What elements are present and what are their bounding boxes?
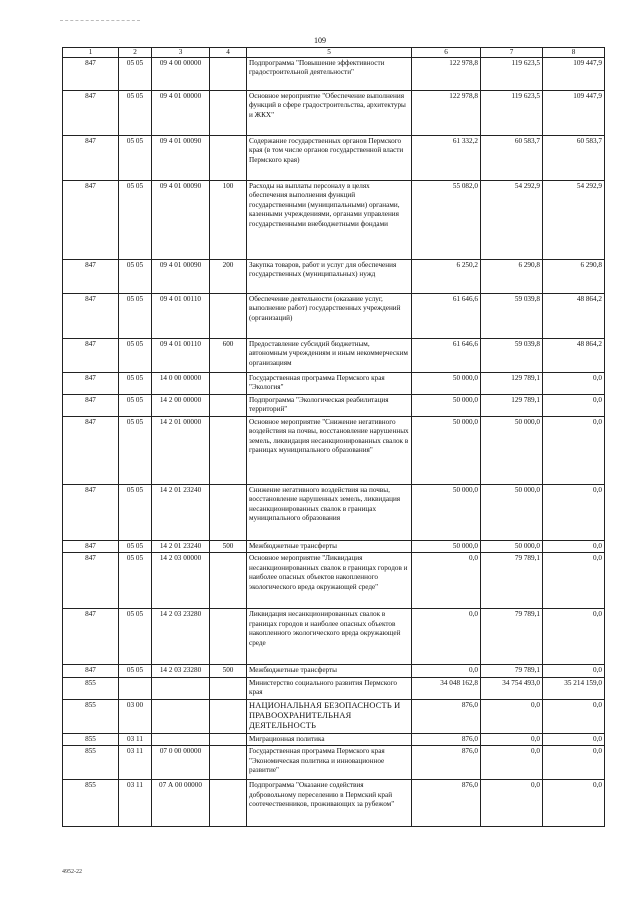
cell-expense-type: [210, 677, 247, 699]
cell-section-code: [119, 677, 152, 699]
cell-section-code: 05 05: [119, 260, 152, 294]
cell-amount-col8: 109 447,9: [543, 91, 605, 136]
table-row: [63, 373, 605, 395]
cell-amount-col7: 59 039,8: [481, 294, 543, 339]
table-row: [63, 58, 605, 91]
cell-target-code: 09 4 01 00090: [152, 136, 210, 181]
cell-target-code: 14 2 03 00000: [152, 553, 210, 609]
cell-item-name: Подпрограмма "Повышение эффективности градостроительной деятельности": [247, 58, 412, 91]
cell-amount-col6: 6 250,2: [412, 260, 481, 294]
cell-amount-col8: 0,0: [543, 746, 605, 780]
cell-expense-type: [210, 373, 247, 395]
cell-item-name: Содержание государственных органов Пермского края (в том числе органов государственной власти Пермского края): [247, 136, 412, 181]
cell-admin-code: 847: [63, 373, 119, 395]
cell-admin-code: 847: [63, 665, 119, 677]
table-row: [63, 181, 605, 260]
column-header: 6: [412, 48, 481, 58]
cell-amount-col6: 876,0: [412, 699, 481, 733]
cell-amount-col6: 50 000,0: [412, 541, 481, 553]
table-row: [63, 553, 605, 609]
cell-amount-col7: 60 583,7: [481, 136, 543, 181]
cell-admin-code: 847: [63, 553, 119, 609]
cell-expense-type: [210, 395, 247, 417]
cell-amount-col7: 79 789,1: [481, 609, 543, 665]
cell-section-code: 05 05: [119, 373, 152, 395]
table-row: [63, 746, 605, 780]
cell-amount-col7: 34 754 493,0: [481, 677, 543, 699]
cell-item-name: Миграционная политика: [247, 733, 412, 745]
cell-amount-col6: 61 332,2: [412, 136, 481, 181]
cell-amount-col8: 0,0: [543, 485, 605, 541]
cell-expense-type: [210, 746, 247, 780]
cell-section-code: 03 11: [119, 780, 152, 827]
cell-amount-col6: 0,0: [412, 553, 481, 609]
cell-amount-col7: 79 789,1: [481, 553, 543, 609]
cell-item-name: Расходы на выплаты персоналу в целях обеспечения выполнения функций государственными (муниципальными) органами, казенными учреждениями, органами управления государственными внебюджетными фондами: [247, 181, 412, 260]
cell-admin-code: 855: [63, 746, 119, 780]
table-row: [63, 733, 605, 745]
table-row: [63, 677, 605, 699]
cell-expense-type: [210, 485, 247, 541]
scan-artifact: [60, 20, 140, 22]
cell-amount-col8: 48 864,2: [543, 339, 605, 373]
cell-section-code: 05 05: [119, 136, 152, 181]
cell-target-code: 14 2 01 00000: [152, 417, 210, 485]
budget-table: [62, 47, 605, 827]
cell-item-name: Подпрограмма "Оказание содействия добровольному переселению в Пермский край соотечественников, проживающих за рубежом": [247, 780, 412, 827]
cell-amount-col6: 876,0: [412, 780, 481, 827]
cell-admin-code: 847: [63, 294, 119, 339]
cell-item-name: Предоставление субсидий бюджетным, автономным учреждениям и иным некоммерческим организациям: [247, 339, 412, 373]
cell-admin-code: 847: [63, 260, 119, 294]
cell-amount-col7: 0,0: [481, 780, 543, 827]
cell-amount-col7: 0,0: [481, 746, 543, 780]
table-row: [63, 417, 605, 485]
cell-amount-col7: 129 789,1: [481, 373, 543, 395]
cell-target-code: 14 0 00 00000: [152, 373, 210, 395]
cell-expense-type: [210, 699, 247, 733]
cell-amount-col8: 54 292,9: [543, 181, 605, 260]
cell-section-code: 05 05: [119, 417, 152, 485]
cell-target-code: 09 4 01 00110: [152, 294, 210, 339]
cell-target-code: 09 4 00 00000: [152, 58, 210, 91]
table-row: [63, 485, 605, 541]
cell-amount-col6: 34 048 162,8: [412, 677, 481, 699]
cell-amount-col6: 122 978,8: [412, 91, 481, 136]
footer-code: 4952-22: [62, 869, 82, 875]
cell-expense-type: [210, 417, 247, 485]
cell-admin-code: 847: [63, 485, 119, 541]
table-row: [63, 136, 605, 181]
cell-item-name: Обеспечение деятельности (оказание услуг, выполнение работ) государственных учреждений (организаций): [247, 294, 412, 339]
column-header: 8: [543, 48, 605, 58]
cell-section-code: 05 05: [119, 294, 152, 339]
cell-target-code: 07 0 00 00000: [152, 746, 210, 780]
cell-section-code: 05 05: [119, 181, 152, 260]
cell-expense-type: [210, 733, 247, 745]
cell-section-code: 05 05: [119, 58, 152, 91]
cell-target-code: 14 2 01 23240: [152, 485, 210, 541]
table-row: [63, 541, 605, 553]
cell-amount-col7: 50 000,0: [481, 417, 543, 485]
cell-amount-col8: 0,0: [543, 665, 605, 677]
cell-item-name: Межбюджетные трансферты: [247, 541, 412, 553]
cell-expense-type: 200: [210, 260, 247, 294]
cell-amount-col7: 119 623,5: [481, 58, 543, 91]
cell-item-name: Закупка товаров, работ и услуг для обеспечения государственных (муниципальных) нужд: [247, 260, 412, 294]
cell-item-name: Министерство социального развития Пермского края: [247, 677, 412, 699]
cell-item-name: Межбюджетные трансферты: [247, 665, 412, 677]
cell-amount-col8: 109 447,9: [543, 58, 605, 91]
cell-amount-col6: 50 000,0: [412, 395, 481, 417]
cell-amount-col7: 6 290,8: [481, 260, 543, 294]
cell-admin-code: 847: [63, 58, 119, 91]
cell-section-code: 03 00: [119, 699, 152, 733]
cell-amount-col7: 50 000,0: [481, 485, 543, 541]
cell-amount-col8: 0,0: [543, 699, 605, 733]
cell-admin-code: 847: [63, 609, 119, 665]
cell-admin-code: 855: [63, 699, 119, 733]
cell-amount-col7: 0,0: [481, 699, 543, 733]
cell-amount-col6: 61 646,6: [412, 339, 481, 373]
table-row: [63, 260, 605, 294]
cell-target-code: 14 2 00 00000: [152, 395, 210, 417]
cell-item-name: Основное мероприятие "Ликвидация несанкционированных свалок в границах городов и наиболее опасных объектов накопленного экологического вреда окружающей среде": [247, 553, 412, 609]
cell-item-name: Снижение негативного воздействия на почвы, восстановление нарушенных земель, ликвидация несанкционированных свалок в границах муниципального образования: [247, 485, 412, 541]
column-header: 2: [119, 48, 152, 58]
cell-section-code: 05 05: [119, 91, 152, 136]
cell-amount-col8: 35 214 159,0: [543, 677, 605, 699]
page-number: 109: [314, 36, 326, 45]
cell-target-code: 09 4 01 00090: [152, 181, 210, 260]
cell-amount-col6: 0,0: [412, 665, 481, 677]
cell-admin-code: 847: [63, 395, 119, 417]
cell-item-name: Государственная программа Пермского края "Экология": [247, 373, 412, 395]
cell-section-code: 05 05: [119, 395, 152, 417]
cell-amount-col8: 0,0: [543, 553, 605, 609]
cell-item-name: НАЦИОНАЛЬНАЯ БЕЗОПАСНОСТЬ И ПРАВООХРАНИТЕЛЬНАЯ ДЕЯТЕЛЬНОСТЬ: [247, 699, 412, 733]
cell-target-code: [152, 677, 210, 699]
cell-expense-type: 100: [210, 181, 247, 260]
cell-section-code: 03 11: [119, 746, 152, 780]
cell-amount-col6: 122 978,8: [412, 58, 481, 91]
cell-target-code: 09 4 01 00110: [152, 339, 210, 373]
cell-target-code: 09 4 01 00090: [152, 260, 210, 294]
column-header: 5: [247, 48, 412, 58]
cell-expense-type: [210, 553, 247, 609]
cell-section-code: 05 05: [119, 485, 152, 541]
cell-expense-type: [210, 91, 247, 136]
cell-amount-col8: 0,0: [543, 733, 605, 745]
cell-amount-col6: 61 646,6: [412, 294, 481, 339]
cell-admin-code: 847: [63, 417, 119, 485]
column-header: 1: [63, 48, 119, 58]
column-header: 7: [481, 48, 543, 58]
cell-amount-col8: 0,0: [543, 609, 605, 665]
cell-amount-col6: 50 000,0: [412, 485, 481, 541]
cell-amount-col7: 50 000,0: [481, 541, 543, 553]
cell-amount-col8: 0,0: [543, 395, 605, 417]
table-row: [63, 294, 605, 339]
cell-amount-col6: 55 082,0: [412, 181, 481, 260]
cell-admin-code: 855: [63, 677, 119, 699]
cell-amount-col7: 79 789,1: [481, 665, 543, 677]
cell-item-name: Основное мероприятие "Снижение негативного воздействия на почвы, восстановление нарушенных земель, ликвидация несанкционированных свалок в границах муниципального образования": [247, 417, 412, 485]
column-header: 4: [210, 48, 247, 58]
cell-amount-col8: 0,0: [543, 541, 605, 553]
cell-amount-col6: 50 000,0: [412, 373, 481, 395]
cell-target-code: 07 А 00 00000: [152, 780, 210, 827]
table-row: [63, 665, 605, 677]
cell-admin-code: 847: [63, 91, 119, 136]
cell-target-code: [152, 733, 210, 745]
cell-expense-type: 500: [210, 541, 247, 553]
cell-target-code: 14 2 03 23280: [152, 609, 210, 665]
cell-amount-col6: 876,0: [412, 733, 481, 745]
cell-amount-col8: 60 583,7: [543, 136, 605, 181]
cell-amount-col8: 0,0: [543, 417, 605, 485]
table-row: [63, 395, 605, 417]
cell-target-code: [152, 699, 210, 733]
cell-amount-col8: 6 290,8: [543, 260, 605, 294]
cell-amount-col6: 876,0: [412, 746, 481, 780]
cell-admin-code: 847: [63, 541, 119, 553]
cell-expense-type: [210, 780, 247, 827]
cell-amount-col7: 54 292,9: [481, 181, 543, 260]
table-row: [63, 339, 605, 373]
cell-expense-type: [210, 58, 247, 91]
table-body: [63, 58, 605, 827]
cell-expense-type: 600: [210, 339, 247, 373]
cell-amount-col6: 50 000,0: [412, 417, 481, 485]
column-header: 3: [152, 48, 210, 58]
cell-item-name: Подпрограмма "Экологическая реабилитация территорий": [247, 395, 412, 417]
cell-expense-type: [210, 294, 247, 339]
cell-target-code: 14 2 03 23280: [152, 665, 210, 677]
cell-amount-col8: 0,0: [543, 373, 605, 395]
table-row: [63, 91, 605, 136]
cell-section-code: 05 05: [119, 339, 152, 373]
cell-expense-type: [210, 609, 247, 665]
cell-expense-type: [210, 136, 247, 181]
cell-amount-col7: 59 039,8: [481, 339, 543, 373]
cell-item-name: Основное мероприятие "Обеспечение выполнения функций в сфере градостроительства, архитектуры и ЖКХ": [247, 91, 412, 136]
cell-target-code: 14 2 01 23240: [152, 541, 210, 553]
cell-amount-col7: 0,0: [481, 733, 543, 745]
table-row: [63, 780, 605, 827]
cell-admin-code: 855: [63, 733, 119, 745]
cell-amount-col7: 119 623,5: [481, 91, 543, 136]
table-row: [63, 699, 605, 733]
cell-admin-code: 855: [63, 780, 119, 827]
cell-section-code: 03 11: [119, 733, 152, 745]
cell-item-name: Государственная программа Пермского края "Экономическая политика и инновационное развитие": [247, 746, 412, 780]
cell-section-code: 05 05: [119, 609, 152, 665]
cell-section-code: 05 05: [119, 665, 152, 677]
cell-section-code: 05 05: [119, 553, 152, 609]
table-row: [63, 609, 605, 665]
cell-expense-type: 500: [210, 665, 247, 677]
cell-admin-code: 847: [63, 339, 119, 373]
cell-section-code: 05 05: [119, 541, 152, 553]
column-number-row: [63, 48, 605, 58]
cell-admin-code: 847: [63, 181, 119, 260]
cell-admin-code: 847: [63, 136, 119, 181]
cell-target-code: 09 4 01 00000: [152, 91, 210, 136]
cell-amount-col8: 48 864,2: [543, 294, 605, 339]
cell-amount-col7: 129 789,1: [481, 395, 543, 417]
cell-item-name: Ликвидация несанкционированных свалок в границах городов и наиболее опасных объектов накопленного экологического вреда окружающей среде: [247, 609, 412, 665]
cell-amount-col8: 0,0: [543, 780, 605, 827]
cell-amount-col6: 0,0: [412, 609, 481, 665]
